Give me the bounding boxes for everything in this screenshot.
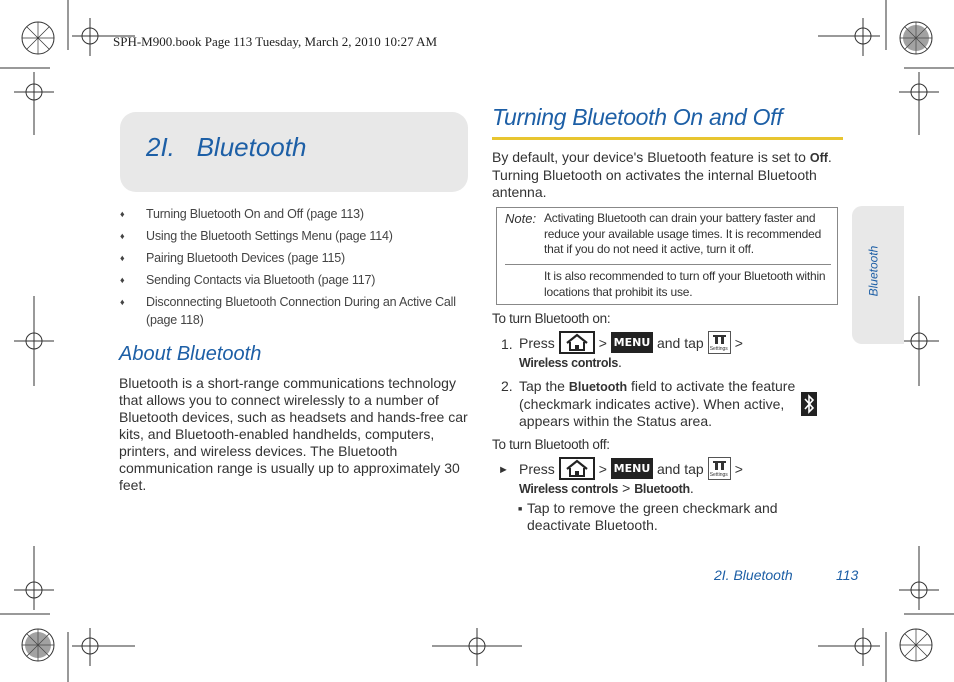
note-text-2: It is also recommended to turn off your Bluetooth within locations that prohibit its use. xyxy=(544,269,826,299)
toc-item: ♦ Disconnecting Bluetooth Connection During an Active Call (page 118) xyxy=(120,295,456,327)
step-2-text: Tap the Bluetooth field to activate the feature (checkmark indicates active). When active, appears within the Status area. xyxy=(519,378,796,429)
page-number: 113 xyxy=(836,567,859,583)
chapter-toc xyxy=(120,206,465,334)
diamond-bullet-icon: ♦ xyxy=(120,253,125,263)
wireless-controls-label: Wireless controls xyxy=(519,482,618,496)
side-tab xyxy=(852,206,904,344)
bluetooth-label: Bluetooth xyxy=(634,482,690,496)
toc-item: ♦ Turning Bluetooth On and Off (page 113) xyxy=(120,206,465,224)
note-box xyxy=(496,207,838,305)
settings-icon: Settings xyxy=(708,331,731,354)
chapter-title: 2I. Bluetooth xyxy=(146,132,307,162)
side-tab-label: Bluetooth xyxy=(866,245,881,297)
diamond-bullet-icon: ♦ xyxy=(120,231,125,241)
note-label: Note: xyxy=(505,211,537,226)
turn-off-label: To turn Bluetooth off: xyxy=(492,437,610,452)
print-header: SPH-M900.book Page 113 Tuesday, March 2, 2010 10:27 AM xyxy=(113,34,438,49)
step-1-path: Wireless controls. xyxy=(519,354,622,370)
step-1-number: 1. xyxy=(501,336,513,352)
bluetooth-field-label: Bluetooth xyxy=(568,380,628,394)
about-heading: About Bluetooth xyxy=(119,343,262,365)
step-2-number: 2. xyxy=(501,378,513,394)
step-off-path: Wireless controls > Bluetooth. xyxy=(519,480,694,496)
note-text-1: Activating Bluetooth can drain your battery faster and reduce your available usage times. It is recommended that if you do not need it active, turn it off. xyxy=(544,211,822,256)
step-1-row: Press > MENU and tap Settings > xyxy=(519,331,743,354)
about-body: Bluetooth is a short-range communications technology that allows you to connect wirelessly to a number of Bluetooth devices, such as headsets and hands-free car kits, and Bluetooth-enabled handhelds, computers, printers, and wireless devices. The Bluetooth communication range is usually up to approximately 30 feet. xyxy=(119,375,468,493)
heading-rule xyxy=(492,137,843,140)
chapter-title-box xyxy=(120,112,468,192)
menu-key-icon: MENU xyxy=(611,458,653,479)
settings-icon: Settings xyxy=(708,457,731,480)
wireless-controls-label: Wireless controls xyxy=(519,356,618,370)
home-key-icon xyxy=(559,457,595,480)
toc-item: ♦ Sending Contacts via Bluetooth (page 117) xyxy=(120,272,465,290)
diamond-bullet-icon: ♦ xyxy=(120,209,125,219)
section-heading: Turning Bluetooth On and Off xyxy=(492,104,783,130)
footer-section: 2I. Bluetooth xyxy=(714,567,793,583)
sub-bullet-text: Tap to remove the green checkmark and deactivate Bluetooth. xyxy=(527,500,778,533)
off-value: Off xyxy=(809,151,828,165)
square-bullet-icon: ■ xyxy=(518,506,523,513)
intro-paragraph: By default, your device's Bluetooth feature is set to Off. Turning Bluetooth on activates the internal Bluetooth antenna. xyxy=(492,149,832,200)
note-divider xyxy=(505,264,831,265)
arrow-bullet-icon: ► xyxy=(498,464,509,476)
home-key-icon xyxy=(559,331,595,354)
toc-item: ♦ Pairing Bluetooth Devices (page 115) xyxy=(120,250,465,268)
turn-on-label: To turn Bluetooth on: xyxy=(492,311,611,326)
step-off-row: Press > MENU and tap Settings > xyxy=(519,457,743,480)
bluetooth-status-icon xyxy=(801,392,817,416)
toc-item: ♦ Using the Bluetooth Settings Menu (page 114) xyxy=(120,228,465,246)
menu-key-icon: MENU xyxy=(611,332,653,353)
diamond-bullet-icon: ♦ xyxy=(120,275,125,285)
diamond-bullet-icon: ♦ xyxy=(120,297,125,307)
